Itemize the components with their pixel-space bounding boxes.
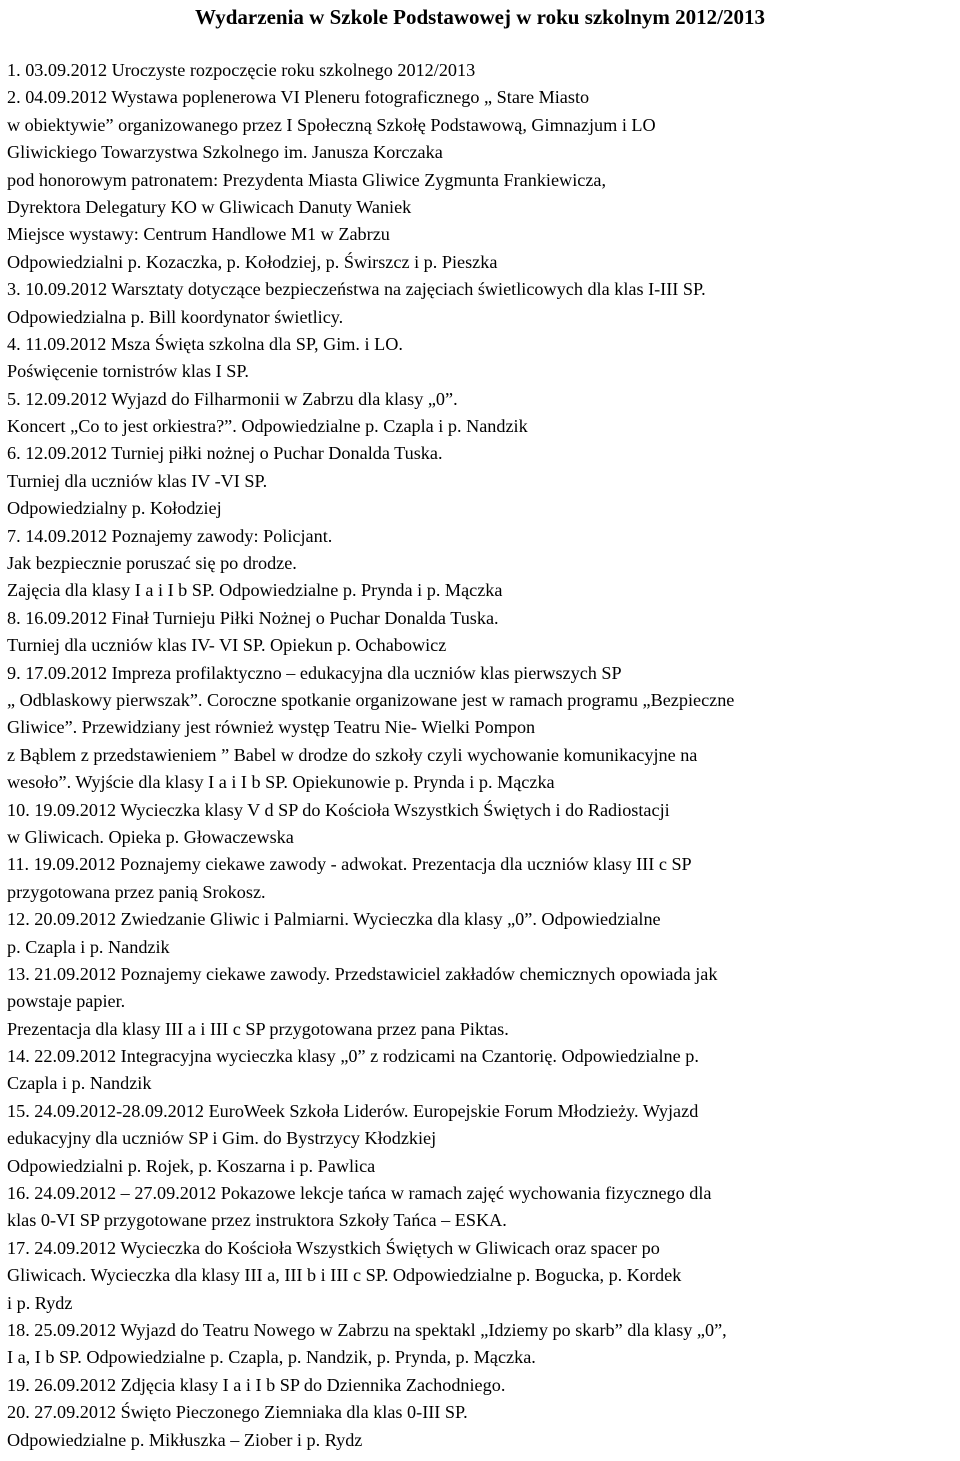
text-line: 17. 24.09.2012 Wycieczka do Kościoła Wszystkich Świętych w Gliwicach oraz spacer po (7, 1237, 660, 1258)
text-line: 8. 16.09.2012 Finał Turnieju Piłki Nożnej o Puchar Donalda Tuska. (7, 607, 499, 628)
text-line: pod honorowym patronatem: Prezydenta Miasta Gliwice Zygmunta Frankiewicza, (7, 169, 607, 190)
text-line: 12. 20.09.2012 Zwiedzanie Gliwic i Palmiarni. Wycieczka dla klasy „0”. Odpowiedzialne (7, 909, 661, 930)
text-line: Czapla i p. Nandzik (7, 1073, 152, 1094)
text-line: Koncert „Co to jest orkiestra?”. Odpowiedzialne p. Czapla i p. Nandzik (7, 416, 528, 437)
text-line: Prezentacja dla klasy III a i III c SP przygotowana przez pana Piktas. (7, 1018, 509, 1039)
text-line: powstaje papier. (7, 991, 126, 1012)
text-line: 1. 03.09.2012 Uroczyste rozpoczęcie roku szkolnego 2012/2013 (7, 60, 476, 80)
text-line: z Bąblem z przedstawieniem ” Babel w drodze do szkoły czyli wychowanie komunikacyjne na (7, 744, 698, 765)
text-line: 11. 19.09.2012 Poznajemy ciekawe zawody - adwokat. Prezentacja dla uczniów klasy III c SP (7, 854, 692, 875)
text-line: Jak bezpiecznie poruszać się po drodze. (7, 553, 297, 574)
text-line: Odpowiedzialni p. Kozaczka, p. Kołodziej, p. Świrszcz i p. Pieszka (7, 251, 498, 272)
text-line: w obiektywie” organizowanego przez I Społeczną Szkołę Podstawową, Gimnazjum i LO (7, 114, 656, 135)
text-line: 15. 24.09.2012-28.09.2012 EuroWeek Szkoła Liderów. Europejskie Forum Młodzieży. Wyjazd (7, 1100, 699, 1121)
text-line: I a, I b SP. Odpowiedzialne p. Czapla, p. Nandzik, p. Prynda, p. Mączka. (7, 1347, 536, 1368)
text-line: Gliwickiego Towarzystwa Szkolnego im. Janusza Korczaka (7, 142, 443, 163)
text-line: 6. 12.09.2012 Turniej piłki nożnej o Puchar Donalda Tuska. (7, 443, 443, 464)
text-line: 5. 12.09.2012 Wyjazd do Filharmonii w Zabrzu dla klasy „0”. (7, 388, 458, 409)
text-line: 14. 22.09.2012 Integracyjna wycieczka klasy „0” z rodzicami na Czantorię. Odpowiedzialne p. (7, 1046, 699, 1067)
document-title: Wydarzenia w Szkole Podstawowej w roku szkolnym 2012/2013 (195, 5, 765, 29)
text-line: 20. 27.09.2012 Święto Pieczonego Ziemniaka dla klas 0-III SP. (7, 1402, 468, 1423)
text-line: w Gliwicach. Opieka p. Głowaczewska (7, 826, 294, 847)
text-line: przygotowana przez panią Srokosz. (7, 881, 266, 902)
text-line: Odpowiedzialna p. Bill koordynator świetlicy. (7, 306, 344, 327)
document-body (7, 57, 957, 1454)
text-line: 3. 10.09.2012 Warsztaty dotyczące bezpieczeństwa na zajęciach świetlicowych dla klas I-III SP. (7, 279, 706, 300)
text-line: Dyrektora Delegatury KO w Gliwicach Danuty Waniek (7, 196, 412, 217)
text-line: Odpowiedzialny p. Kołodziej (7, 498, 222, 519)
text-line: 9. 17.09.2012 Impreza profilaktyczno – edukacyjna dla uczniów klas pierwszych SP (7, 662, 622, 683)
text-line: Turniej dla uczniów klas IV- VI SP. Opiekun p. Ochabowicz (7, 635, 447, 656)
text-line: 19. 26.09.2012 Zdjęcia klasy I a i I b SP do Dziennika Zachodniego. (7, 1374, 506, 1395)
text-line: 4. 11.09.2012 Msza Święta szkolna dla SP, Gim. i LO. (7, 333, 403, 354)
text-line: i p. Rydz (7, 1292, 73, 1313)
text-line: p. Czapla i p. Nandzik (7, 936, 170, 957)
text-line: 7. 14.09.2012 Poznajemy zawody: Policjant. (7, 525, 333, 546)
text-line: 13. 21.09.2012 Poznajemy ciekawe zawody. Przedstawiciel zakładów chemicznych opowiada jak (7, 963, 718, 984)
text-line: 2. 04.09.2012 Wystawa poplenerowa VI Pleneru fotograficznego „ Stare Miasto (7, 87, 590, 108)
text-line: Zajęcia dla klasy I a i I b SP. Odpowiedzialne p. Prynda i p. Mączka (7, 580, 503, 601)
text-line: 16. 24.09.2012 – 27.09.2012 Pokazowe lekcje tańca w ramach zajęć wychowania fizycznego dla (7, 1183, 712, 1204)
text-line: edukacyjny dla uczniów SP i Gim. do Bystrzycy Kłodzkiej (7, 1128, 437, 1149)
text-line: Miejsce wystawy: Centrum Handlowe M1 w Zabrzu (7, 224, 390, 245)
text-line: 18. 25.09.2012 Wyjazd do Teatru Nowego w Zabrzu na spektakl „Idziemy po skarb” dla klasy „0”, (7, 1319, 727, 1340)
text-line: „ Odblaskowy pierwszak”. Coroczne spotkanie organizowane jest w ramach programu „Bezpieczne (7, 689, 735, 710)
text-line: wesoło”. Wyjście dla klasy I a i I b SP. Opiekunowie p. Prynda i p. Mączka (7, 772, 555, 793)
text-line: Turniej dla uczniów klas IV -VI SP. (7, 470, 268, 491)
text-line: Gliwicach. Wycieczka dla klasy III a, III b i III c SP. Odpowiedzialne p. Bogucka, p. Kordek (7, 1265, 682, 1286)
text-line: Odpowiedzialni p. Rojek, p. Koszarna i p. Pawlica (7, 1155, 376, 1176)
text-line: klas 0-VI SP przygotowane przez instruktora Szkoły Tańca – ESKA. (7, 1210, 507, 1231)
text-line: Odpowiedzialne p. Mikłuszka – Ziober i p. Rydz (7, 1429, 363, 1450)
text-line: Poświęcenie tornistrów klas I SP. (7, 361, 249, 382)
text-line: Gliwice”. Przewidziany jest również występ Teatru Nie- Wielki Pompon (7, 717, 536, 738)
text-line: 10. 19.09.2012 Wycieczka klasy V d SP do Kościoła Wszystkich Świętych i do Radiostacji (7, 799, 670, 820)
